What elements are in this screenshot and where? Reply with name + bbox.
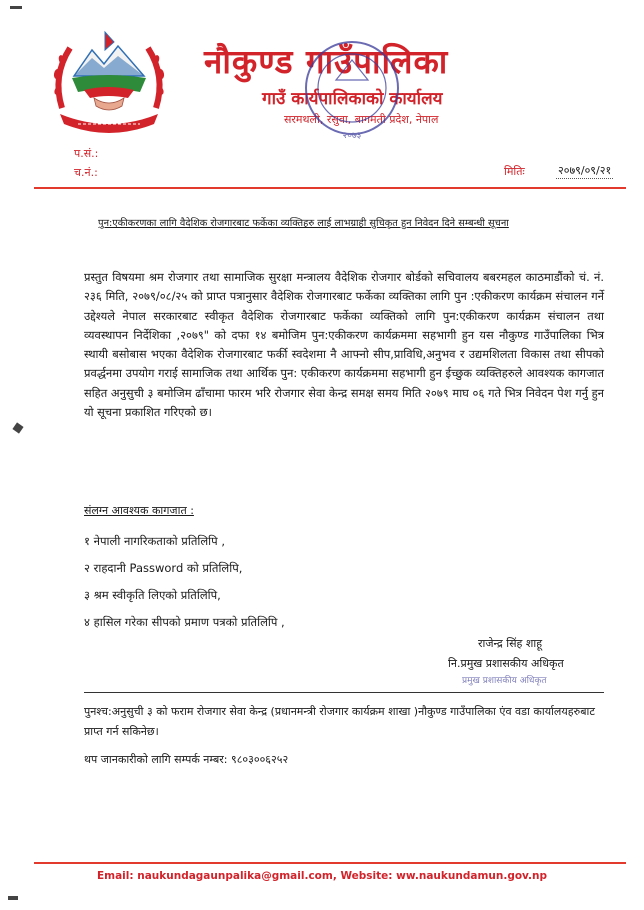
signatory-stamp: प्रमुख प्रशासकीय अधिकृत <box>462 676 547 686</box>
nepal-emblem-icon <box>48 28 170 140</box>
footer-divider <box>34 862 626 864</box>
notice-body: प्रस्तुत विषयमा श्रम रोजगार तथा सामाजिक सुरक्षा मन्त्रालय वैदेशिक रोजगार बोर्डको सचिवालय बबरमहल काठमाडौंको चं. नं. २३६ मिति, २०७९/०८/२५ को प्राप्त पत्रानुसार वैदेशिक रोजगारबाट फर्केका व्यक्तिका लागि पुन :एकीकरण कार्यक्रम संचालन गर्ने उद्देश्यले नेपाल सरकारबाट स्वीकृत वैदेशिक रोजगारबाट फर्केका व्यक्तिको लागि पुन:एकीकरण कार्यक्रम संचालन तथा व्यवस्थापन निर्देशिका ,२०७९" को दफा १४ बमोजिम पुन:एकीकरण कार्यक्रममा सहभागी हुन यस नौकुण्ड गाउँपालिका भित्र स्थायी बसोबास भएका वैदेशिक रोजगारबाट फर्की स्वदेशमा नै आफ्नो सीप,प्राविधि,अनुभव र उद्यमशिलता विकास तथा सीपको प्रवर्द्धनमा उपयोग गराई सामाजिक तथा आर्थिक पुन: एकीकरण कार्यक्रममा सहभागी हुन ईच्छुक व्यक्तिहरुले आवश्यक कागजात सहित अनुसुची ३ बमोजिम ढाँचामा फारम भरि रोजगार सेवा केन्द्र समक्ष समय मिति २०७९ माघ ०६ गते भित्र निवेदन पेश गर्नु हुन यो सूचना प्रकाशित गरिएको छ। <box>84 270 604 420</box>
signature-divider <box>84 692 604 693</box>
attachments-list <box>84 534 484 642</box>
contact-info: थप जानकारीको लागि सम्पर्क नम्बर: ९८०३००६२५२ <box>84 753 289 766</box>
office-address: सरमथली, रसुवा, बागमती प्रदेश, नेपाल <box>284 113 439 126</box>
office-seal-stamp <box>300 36 404 144</box>
list-item: ४ हासिल गरेका सीपको प्रमाण पत्रको प्रतिलिपि , <box>84 615 285 629</box>
svg-text:२०७३: २०७३ <box>342 131 362 141</box>
footer-contact: Email: naukundagaunpalika@gmail.com, Website: ww.naukundamun.gov.np <box>96 870 548 882</box>
office-name: गाउँ कार्यपालिकाको कार्यालय <box>262 89 443 109</box>
date-value: २०७९/०९/२१ <box>558 164 612 177</box>
notice-subject: पुन:एकीकरणका लागि वैदेशिक रोजगारबाट फर्केका व्यक्तिहरु लाई लाभग्राही सुचिकृत हुन निवेदन दिने सम्बन्धी सूचना <box>98 218 509 229</box>
signatory-name: राजेन्द्र सिंह शाहू <box>478 637 543 650</box>
scan-mark <box>8 896 18 900</box>
date-label: मितिः <box>504 165 525 178</box>
reference-number-label: प.सं.: <box>74 147 99 160</box>
list-item: १ नेपाली नागरिकताको प्रतिलिपि , <box>84 534 225 548</box>
scan-mark <box>10 6 22 9</box>
attachments-title: संलग्न आवश्यक कागजात : <box>84 504 194 517</box>
postscript-note: पुनश्च:अनुसुची ३ को फराम रोजगार सेवा केन्द्र (प्रधानमन्त्री रोजगार कार्यक्रम शाखा )नौकुण्ड गाउँपालिका एंव वडा कार्यालयहरुबाट प्राप्त गर्न सकिनेछ। <box>84 705 595 738</box>
scan-mark <box>12 422 23 433</box>
list-item: ३ श्रम स्वीकृति लिएको प्रतिलिपि, <box>84 588 221 602</box>
list-item: २ राहदानी Password को प्रतिलिपि, <box>84 561 243 575</box>
organization-name: नौकुण्ड गाउँपालिका <box>204 42 449 81</box>
signatory-title: नि.प्रमुख प्रशासकीय अधिकृत <box>448 657 564 670</box>
header-divider <box>34 187 626 189</box>
dispatch-number-label: च.नं.: <box>74 166 98 179</box>
